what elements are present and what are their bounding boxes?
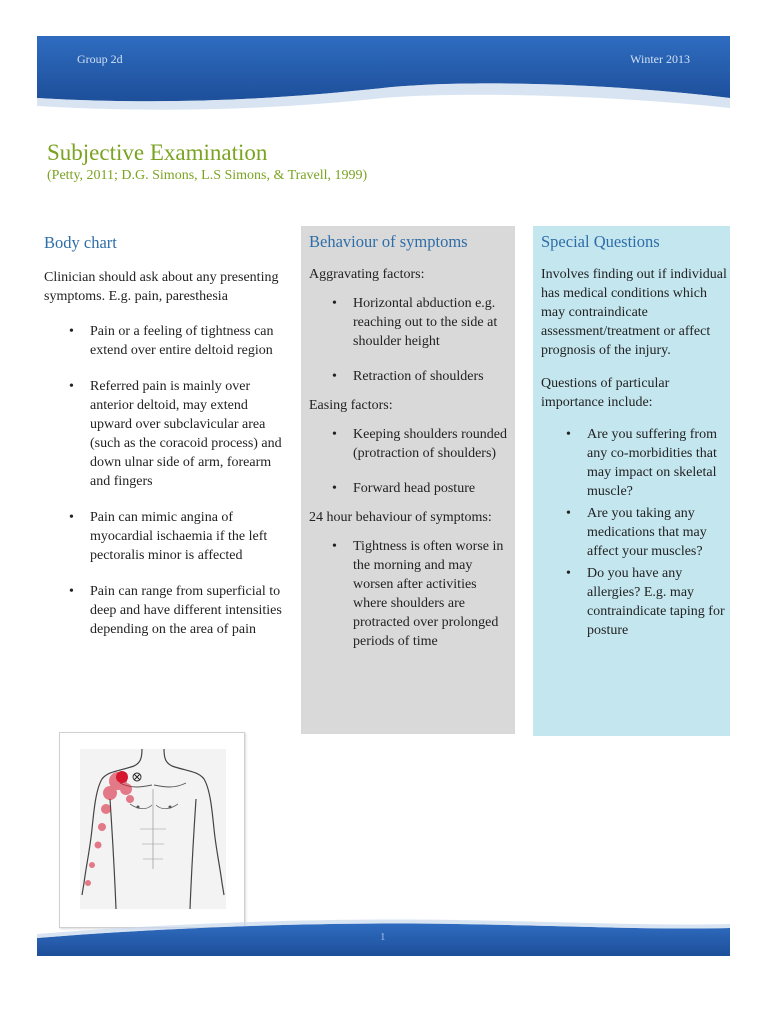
body-chart-figure <box>59 732 245 928</box>
list-item: • Pain can mimic angina of myocardial ischaemia if the left pectoralis minor is affected <box>90 508 282 565</box>
page-number: 1 <box>380 931 386 943</box>
body-chart-list <box>44 322 282 639</box>
easing-list <box>309 425 508 498</box>
list-item: • Keeping shoulders rounded (protraction of shoulders) <box>353 425 508 463</box>
list-item: • Retraction of shoulders <box>353 367 508 386</box>
special-questions-section <box>533 226 730 736</box>
body-chart-heading: Body chart <box>44 233 117 252</box>
easing-label: Easing factors: <box>309 398 393 413</box>
header-wave <box>37 36 730 146</box>
list-item: • Horizontal abduction e.g. reaching out to the side at shoulder height <box>353 294 508 351</box>
document-page <box>37 36 730 956</box>
page-title: Subjective Examination <box>47 140 268 165</box>
list-item: • Tightness is often worse in the morning and may worsen after activities where shoulders are protracted over prolonged periods of time <box>353 537 508 651</box>
list-item: • Referred pain is mainly over anterior deltoid, may extend upward over subclavicular area (such as the coracoid process) and down ulnar side of arm, forearm and fingers <box>90 377 282 491</box>
page-citation: (Petty, 2011; D.G. Simons, L.S Simons, & Travell, 1999) <box>47 168 368 183</box>
header-band <box>37 36 730 146</box>
list-item: • Pain or a feeling of tightness can extend over entire deltoid region <box>90 322 282 360</box>
special-questions-heading: Special Questions <box>541 232 660 251</box>
special-intro: Involves finding out if individual has medical conditions which may contraindicate assessment/treatment or affect prognosis of the injury. <box>541 267 727 358</box>
aggravating-list <box>309 294 508 386</box>
list-item: • Forward head posture <box>353 479 508 498</box>
behaviour-section <box>301 226 515 734</box>
hour24-list <box>309 537 508 651</box>
body-chart-section <box>44 226 282 656</box>
list-item: • Are you taking any medications that may affect your muscles? <box>587 504 730 561</box>
torso-pain-diagram <box>80 749 226 909</box>
list-item: • Are you suffering from any co-morbidities that may impact on skeletal muscle? <box>587 425 730 501</box>
aggravating-label: Aggravating factors: <box>309 267 425 282</box>
header-term-label: Winter 2013 <box>630 52 690 66</box>
special-questions-list <box>541 425 730 640</box>
special-questions-label: Questions of particular importance include: <box>541 376 670 410</box>
list-item: • Do you have any allergies? E.g. may contraindicate taping for posture <box>587 564 730 640</box>
list-item: • Pain can range from superficial to deep and have different intensities depending on the area of pain <box>90 582 282 639</box>
header-group-label: Group 2d <box>77 52 123 66</box>
body-chart-intro: Clinician should ask about any presenting symptoms. E.g. pain, paresthesia <box>44 270 279 304</box>
hour24-label: 24 hour behaviour of symptoms: <box>309 510 492 525</box>
behaviour-heading: Behaviour of symptoms <box>309 232 468 251</box>
